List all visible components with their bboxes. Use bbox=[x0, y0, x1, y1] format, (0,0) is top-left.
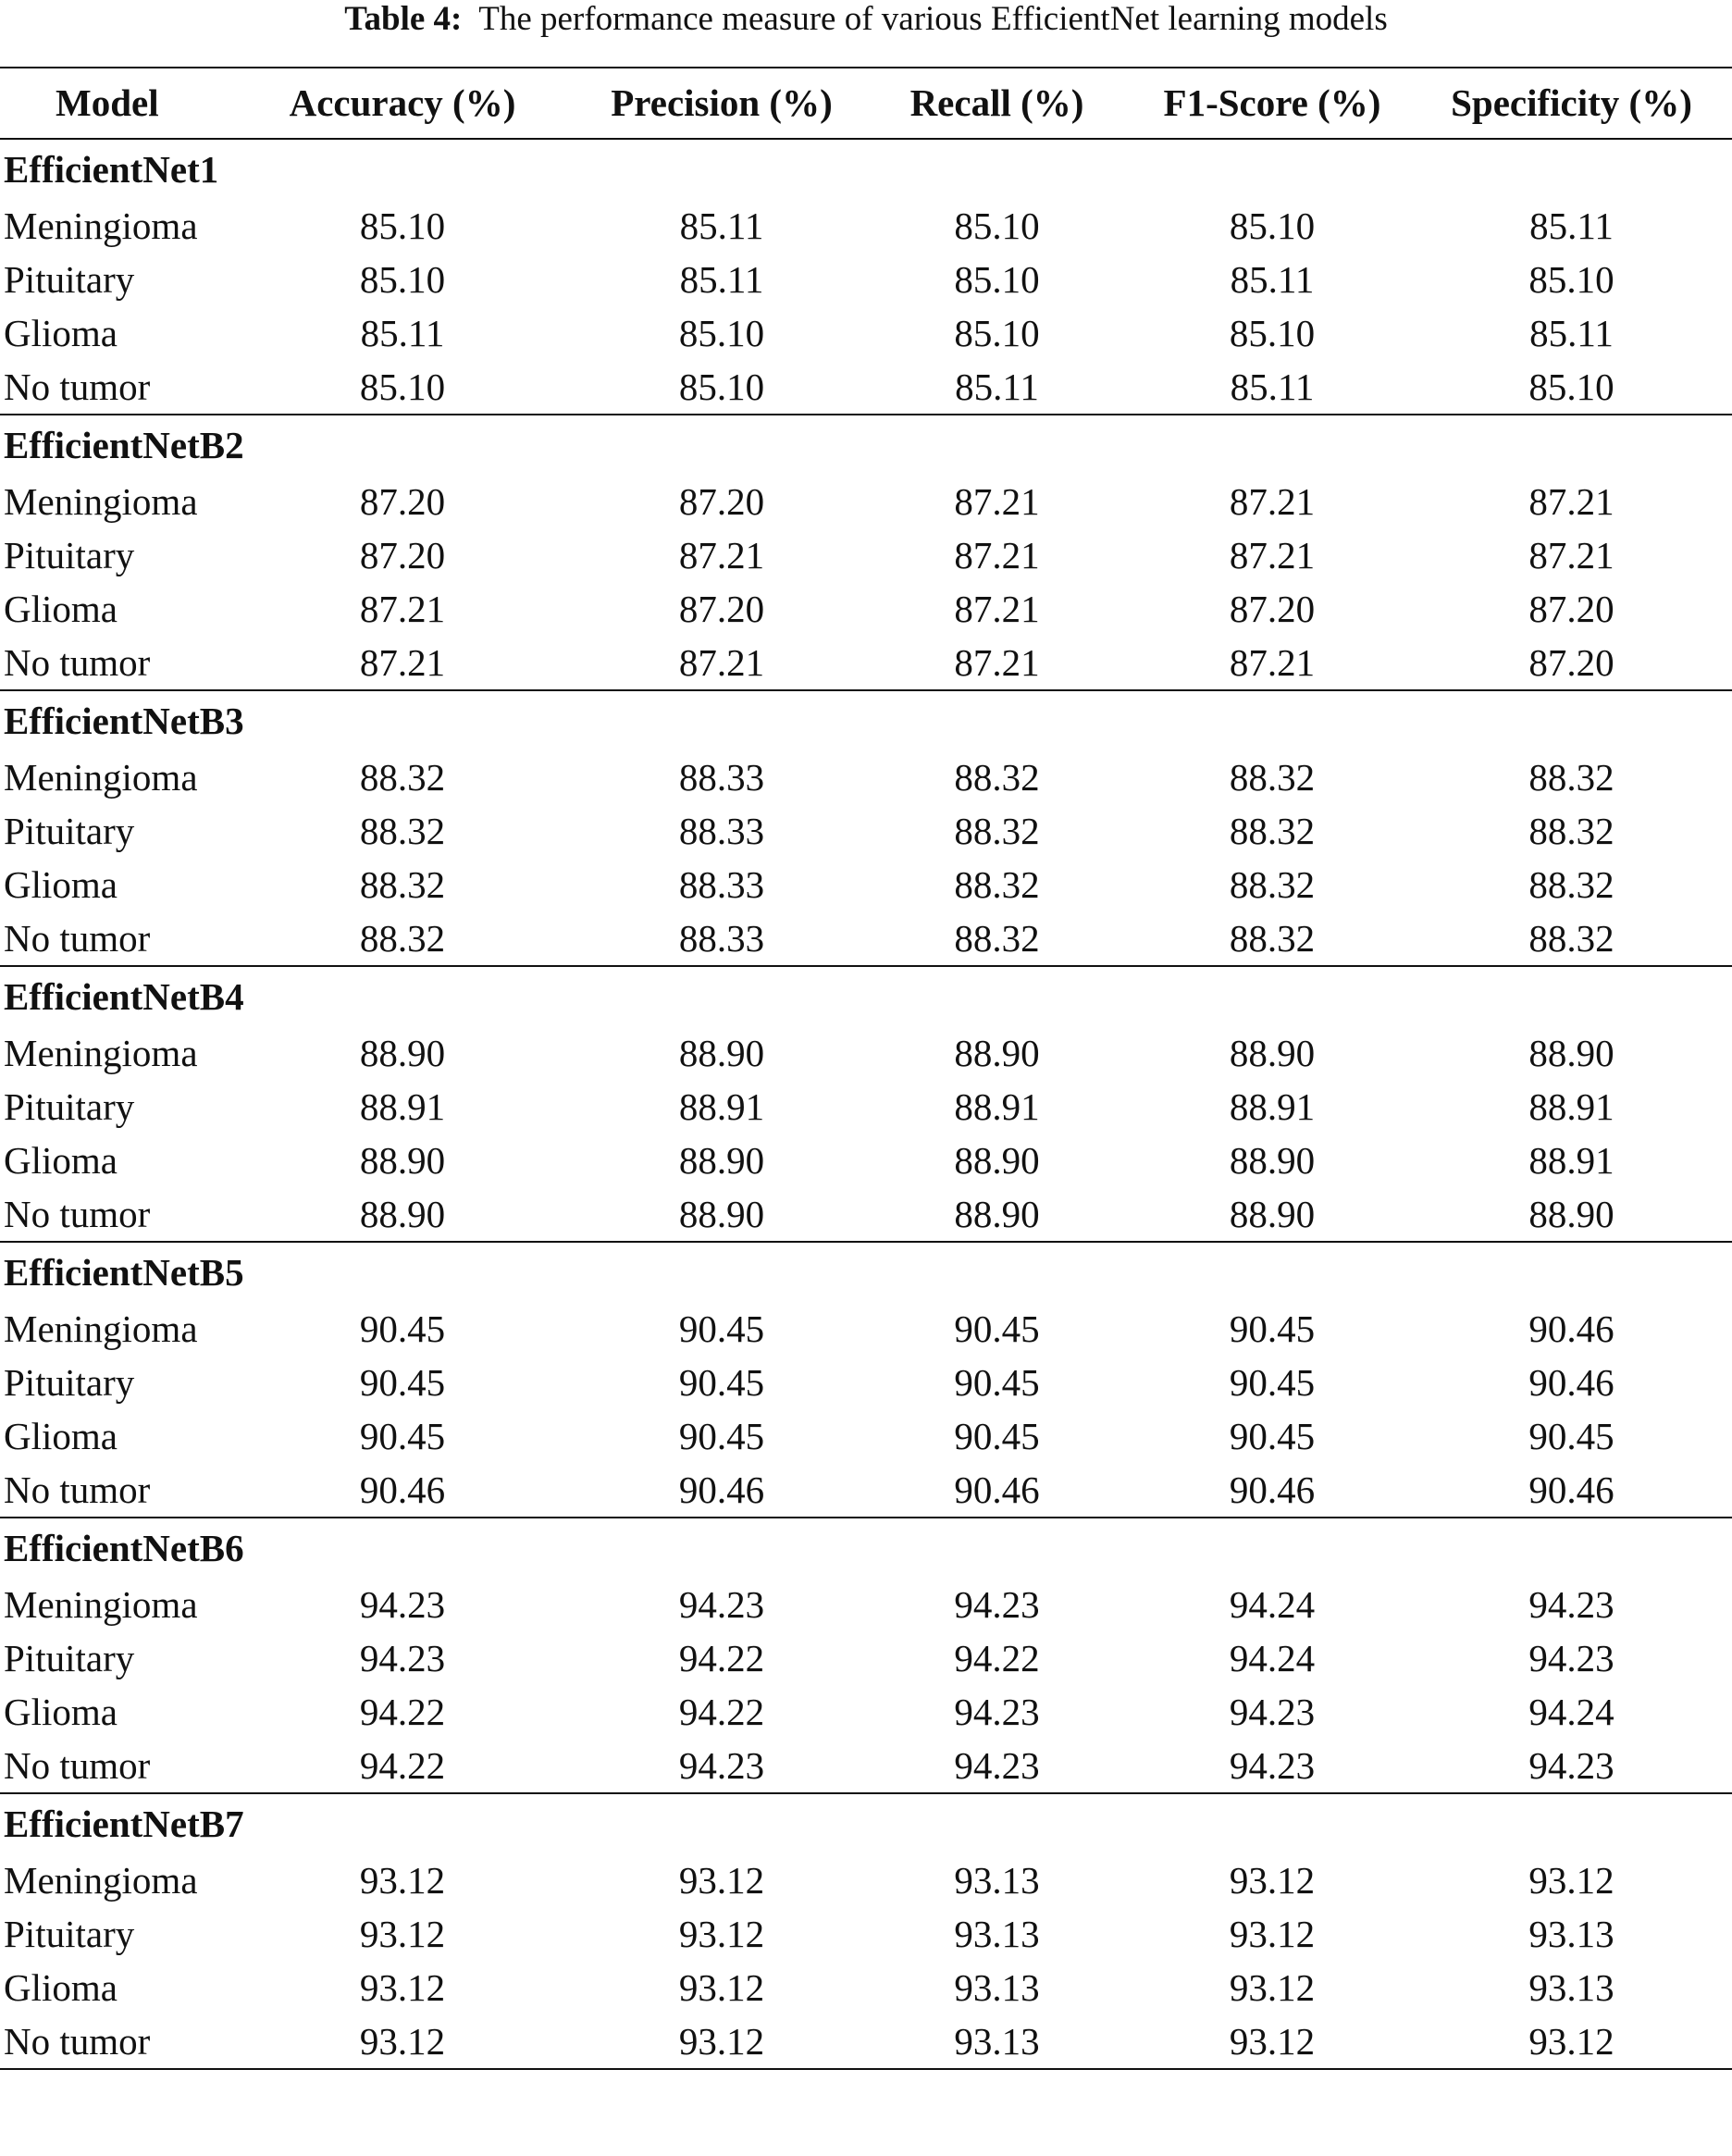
metric-value-cell: 93.12 bbox=[1229, 1966, 1316, 2009]
table-caption bbox=[0, 0, 1732, 39]
metric-value-cell: 88.90 bbox=[1229, 1032, 1316, 1074]
metric-value-cell: 85.11 bbox=[679, 204, 764, 247]
table-row bbox=[0, 360, 1732, 415]
table-row bbox=[0, 1026, 1732, 1080]
metric-value-cell: 85.10 bbox=[954, 312, 1040, 354]
model-name: EfficientNetB5 bbox=[4, 1251, 244, 1294]
class-name-cell: Pituitary bbox=[4, 1361, 135, 1404]
metric-value-cell: 90.45 bbox=[359, 1361, 446, 1404]
metric-value-cell: 88.90 bbox=[954, 1032, 1040, 1074]
model-name: EfficientNetB6 bbox=[4, 1527, 244, 1569]
metric-value-cell: 93.12 bbox=[359, 1966, 446, 2009]
metric-value-cell: 93.12 bbox=[1528, 1859, 1614, 1902]
metric-value-cell: 85.10 bbox=[1528, 366, 1614, 408]
table-row bbox=[0, 1961, 1732, 2014]
table-row bbox=[0, 1631, 1732, 1685]
model-group bbox=[0, 415, 1732, 690]
metric-value-cell: 85.10 bbox=[678, 312, 765, 354]
metric-value-cell: 93.12 bbox=[1229, 1859, 1316, 1902]
metric-value-cell: 90.45 bbox=[954, 1361, 1040, 1404]
metric-value-cell: 87.20 bbox=[1528, 588, 1614, 630]
metric-value-cell: 93.12 bbox=[678, 1913, 765, 1955]
table-header bbox=[0, 68, 1732, 139]
metric-value-cell: 88.90 bbox=[359, 1032, 446, 1074]
class-name-cell: No tumor bbox=[4, 1193, 151, 1235]
metric-value-cell: 88.33 bbox=[678, 863, 765, 906]
metric-value-cell: 85.11 bbox=[1529, 204, 1614, 247]
model-group bbox=[0, 1518, 1732, 1793]
metric-value-cell: 93.13 bbox=[1528, 1913, 1614, 1955]
table-row bbox=[0, 1463, 1732, 1518]
class-name-cell: Pituitary bbox=[4, 1085, 135, 1128]
metric-value-cell: 90.46 bbox=[1528, 1361, 1614, 1404]
metric-value-cell: 90.45 bbox=[954, 1307, 1040, 1350]
metric-value-cell: 87.20 bbox=[678, 480, 765, 523]
metric-value-cell: 88.33 bbox=[678, 756, 765, 799]
table-row bbox=[0, 2014, 1732, 2069]
metric-value-cell: 94.23 bbox=[1528, 1637, 1614, 1679]
model-name: EfficientNetB3 bbox=[4, 700, 244, 742]
metric-value-cell: 93.12 bbox=[1528, 2020, 1614, 2063]
metric-value-cell: 94.23 bbox=[678, 1744, 765, 1787]
metric-value-cell: 94.23 bbox=[954, 1744, 1040, 1787]
metric-value-cell: 93.12 bbox=[1229, 2020, 1316, 2063]
metric-value-cell: 88.33 bbox=[678, 810, 765, 852]
table-row bbox=[0, 1187, 1732, 1242]
model-group bbox=[0, 139, 1732, 415]
metric-value-cell: 85.10 bbox=[1229, 204, 1316, 247]
table-row bbox=[0, 804, 1732, 858]
metric-value-cell: 87.21 bbox=[954, 480, 1040, 523]
metric-value-cell: 88.32 bbox=[359, 810, 446, 852]
class-name-cell: Glioma bbox=[4, 1139, 118, 1182]
metric-value-cell: 90.45 bbox=[359, 1415, 446, 1457]
class-name-cell: Meningioma bbox=[4, 1583, 198, 1626]
metric-value-cell: 90.46 bbox=[678, 1468, 765, 1511]
metric-value-cell: 90.46 bbox=[359, 1468, 446, 1511]
model-row bbox=[0, 690, 1732, 750]
metric-value-cell: 93.12 bbox=[678, 2020, 765, 2063]
model-row bbox=[0, 1793, 1732, 1853]
metric-value-cell: 88.90 bbox=[1229, 1139, 1316, 1182]
class-name-cell: Pituitary bbox=[4, 1913, 135, 1955]
metric-value-cell: 93.13 bbox=[954, 1913, 1040, 1955]
header-accuracy: Accuracy (%) bbox=[222, 68, 583, 139]
metric-value-cell: 90.46 bbox=[954, 1468, 1040, 1511]
metric-value-cell: 94.24 bbox=[1229, 1637, 1316, 1679]
metric-value-cell: 87.20 bbox=[1229, 588, 1316, 630]
table-row bbox=[0, 253, 1732, 306]
metric-value-cell: 94.23 bbox=[359, 1637, 446, 1679]
metric-value-cell: 85.10 bbox=[954, 258, 1040, 301]
model-row bbox=[0, 966, 1732, 1026]
metric-value-cell: 88.90 bbox=[954, 1139, 1040, 1182]
metric-value-cell: 85.10 bbox=[359, 204, 446, 247]
metric-value-cell: 85.11 bbox=[1529, 312, 1614, 354]
class-name-cell: No tumor bbox=[4, 641, 151, 684]
class-name-cell: Pituitary bbox=[4, 534, 135, 576]
table-row bbox=[0, 1578, 1732, 1631]
metric-value-cell: 87.21 bbox=[954, 534, 1040, 576]
metric-value-cell: 94.24 bbox=[1528, 1691, 1614, 1733]
metric-value-cell: 90.45 bbox=[678, 1415, 765, 1457]
metric-value-cell: 88.91 bbox=[359, 1085, 446, 1128]
class-name-cell: Meningioma bbox=[4, 1307, 198, 1350]
metric-value-cell: 94.22 bbox=[954, 1637, 1040, 1679]
metric-value-cell: 90.45 bbox=[1229, 1361, 1316, 1404]
metric-value-cell: 94.23 bbox=[359, 1583, 446, 1626]
metric-value-cell: 90.45 bbox=[1229, 1307, 1316, 1350]
metric-value-cell: 87.20 bbox=[359, 534, 446, 576]
class-name-cell: Pituitary bbox=[4, 810, 135, 852]
class-name-cell: Meningioma bbox=[4, 1032, 198, 1074]
metric-value-cell: 88.32 bbox=[1528, 863, 1614, 906]
metric-value-cell: 88.90 bbox=[678, 1139, 765, 1182]
metric-value-cell: 90.45 bbox=[678, 1361, 765, 1404]
metric-value-cell: 87.20 bbox=[359, 480, 446, 523]
metric-value-cell: 88.32 bbox=[1229, 810, 1316, 852]
metric-value-cell: 88.91 bbox=[678, 1085, 765, 1128]
class-name-cell: No tumor bbox=[4, 917, 151, 960]
metric-value-cell: 90.45 bbox=[1528, 1415, 1614, 1457]
metric-value-cell: 87.21 bbox=[954, 588, 1040, 630]
metric-value-cell: 85.10 bbox=[954, 204, 1040, 247]
metric-value-cell: 87.21 bbox=[678, 534, 765, 576]
metric-value-cell: 88.90 bbox=[1528, 1193, 1614, 1235]
metric-value-cell: 94.23 bbox=[1528, 1583, 1614, 1626]
metric-value-cell: 93.13 bbox=[954, 2020, 1040, 2063]
metric-value-cell: 88.32 bbox=[954, 810, 1040, 852]
metric-value-cell: 93.12 bbox=[1229, 1913, 1316, 1955]
metric-value-cell: 94.23 bbox=[954, 1583, 1040, 1626]
table-row bbox=[0, 582, 1732, 636]
metric-value-cell: 85.10 bbox=[359, 366, 446, 408]
metric-value-cell: 87.21 bbox=[359, 641, 446, 684]
class-name-cell: Glioma bbox=[4, 588, 118, 630]
header-model: Model bbox=[0, 68, 222, 139]
table-row bbox=[0, 1134, 1732, 1187]
table-row bbox=[0, 1356, 1732, 1409]
metric-value-cell: 85.10 bbox=[1229, 312, 1316, 354]
metric-value-cell: 93.12 bbox=[678, 1966, 765, 2009]
model-group bbox=[0, 966, 1732, 1242]
metric-value-cell: 88.90 bbox=[954, 1193, 1040, 1235]
class-name-cell: Glioma bbox=[4, 1415, 118, 1457]
class-name-cell: No tumor bbox=[4, 2020, 151, 2063]
metric-value-cell: 85.11 bbox=[1230, 258, 1315, 301]
metric-value-cell: 94.22 bbox=[359, 1744, 446, 1787]
table-row bbox=[0, 528, 1732, 582]
class-name-cell: Meningioma bbox=[4, 480, 198, 523]
metric-value-cell: 88.91 bbox=[954, 1085, 1040, 1128]
metric-value-cell: 88.32 bbox=[1528, 810, 1614, 852]
model-name: EfficientNet1 bbox=[4, 148, 219, 191]
metric-value-cell: 87.21 bbox=[359, 588, 446, 630]
table-row bbox=[0, 1685, 1732, 1739]
table-row bbox=[0, 1409, 1732, 1463]
model-name: EfficientNetB2 bbox=[4, 424, 244, 466]
table-row bbox=[0, 1853, 1732, 1907]
metric-value-cell: 87.21 bbox=[678, 641, 765, 684]
header-recall: Recall (%) bbox=[860, 68, 1133, 139]
metric-value-cell: 94.23 bbox=[1229, 1691, 1316, 1733]
metric-value-cell: 93.12 bbox=[359, 2020, 446, 2063]
metric-value-cell: 88.32 bbox=[954, 756, 1040, 799]
metric-value-cell: 88.32 bbox=[359, 917, 446, 960]
metric-value-cell: 87.21 bbox=[954, 641, 1040, 684]
model-row bbox=[0, 139, 1732, 199]
metric-value-cell: 94.23 bbox=[1229, 1744, 1316, 1787]
metric-value-cell: 88.32 bbox=[1229, 863, 1316, 906]
table-row bbox=[0, 306, 1732, 360]
metric-value-cell: 88.91 bbox=[1528, 1139, 1614, 1182]
class-name-cell: Meningioma bbox=[4, 756, 198, 799]
table-row bbox=[0, 199, 1732, 253]
table-row bbox=[0, 1302, 1732, 1356]
header-row bbox=[0, 68, 1732, 139]
metric-value-cell: 94.24 bbox=[1229, 1583, 1316, 1626]
metric-value-cell: 90.45 bbox=[1229, 1415, 1316, 1457]
model-row bbox=[0, 1518, 1732, 1578]
metric-value-cell: 85.10 bbox=[678, 366, 765, 408]
table-row bbox=[0, 1739, 1732, 1793]
model-name: EfficientNetB4 bbox=[4, 975, 244, 1018]
metric-value-cell: 85.10 bbox=[359, 258, 446, 301]
class-name-cell: No tumor bbox=[4, 366, 151, 408]
metric-value-cell: 85.11 bbox=[360, 312, 445, 354]
model-group bbox=[0, 1242, 1732, 1518]
class-name-cell: Glioma bbox=[4, 312, 118, 354]
metric-value-cell: 93.13 bbox=[1528, 1966, 1614, 2009]
model-group bbox=[0, 1793, 1732, 2069]
header-precision: Precision (%) bbox=[583, 68, 860, 139]
metric-value-cell: 94.23 bbox=[678, 1583, 765, 1626]
table-row bbox=[0, 1907, 1732, 1961]
caption-text: The performance measure of various EfficientNet learning models bbox=[478, 0, 1388, 38]
metric-value-cell: 88.32 bbox=[954, 863, 1040, 906]
header-specificity: Specificity (%) bbox=[1411, 68, 1732, 139]
class-name-cell: Meningioma bbox=[4, 1859, 198, 1902]
metric-value-cell: 88.33 bbox=[678, 917, 765, 960]
metric-value-cell: 88.32 bbox=[359, 756, 446, 799]
metric-value-cell: 85.11 bbox=[955, 366, 1039, 408]
metric-value-cell: 85.11 bbox=[679, 258, 764, 301]
metric-value-cell: 93.13 bbox=[954, 1859, 1040, 1902]
table-row bbox=[0, 1080, 1732, 1134]
table-row bbox=[0, 858, 1732, 911]
metric-value-cell: 85.11 bbox=[1230, 366, 1315, 408]
performance-table bbox=[0, 67, 1732, 2070]
table-row bbox=[0, 750, 1732, 804]
metric-value-cell: 90.45 bbox=[678, 1307, 765, 1350]
metric-value-cell: 90.46 bbox=[1528, 1307, 1614, 1350]
model-row bbox=[0, 415, 1732, 475]
metric-value-cell: 90.45 bbox=[359, 1307, 446, 1350]
metric-value-cell: 87.21 bbox=[1229, 480, 1316, 523]
metric-value-cell: 93.12 bbox=[359, 1913, 446, 1955]
metric-value-cell: 90.46 bbox=[1528, 1468, 1614, 1511]
model-row bbox=[0, 1242, 1732, 1302]
metric-value-cell: 90.46 bbox=[1229, 1468, 1316, 1511]
model-name: EfficientNetB7 bbox=[4, 1803, 244, 1845]
metric-value-cell: 85.10 bbox=[1528, 258, 1614, 301]
metric-value-cell: 88.32 bbox=[1528, 756, 1614, 799]
class-name-cell: No tumor bbox=[4, 1744, 151, 1787]
metric-value-cell: 87.21 bbox=[1528, 480, 1614, 523]
metric-value-cell: 88.32 bbox=[1528, 917, 1614, 960]
metric-value-cell: 94.22 bbox=[359, 1691, 446, 1733]
metric-value-cell: 87.21 bbox=[1229, 641, 1316, 684]
table-row bbox=[0, 911, 1732, 966]
metric-value-cell: 88.32 bbox=[954, 917, 1040, 960]
header-f1-score: F1-Score (%) bbox=[1133, 68, 1411, 139]
metric-value-cell: 87.20 bbox=[1528, 641, 1614, 684]
metric-value-cell: 94.23 bbox=[1528, 1744, 1614, 1787]
metric-value-cell: 88.91 bbox=[1528, 1085, 1614, 1128]
model-group bbox=[0, 690, 1732, 966]
metric-value-cell: 88.32 bbox=[1229, 917, 1316, 960]
metric-value-cell: 88.32 bbox=[359, 863, 446, 906]
table-row bbox=[0, 636, 1732, 690]
metric-value-cell: 88.32 bbox=[1229, 756, 1316, 799]
class-name-cell: Glioma bbox=[4, 863, 118, 906]
class-name-cell: Glioma bbox=[4, 1966, 118, 2009]
class-name-cell: Pituitary bbox=[4, 1637, 135, 1679]
class-name-cell: Glioma bbox=[4, 1691, 118, 1733]
metric-value-cell: 88.90 bbox=[1229, 1193, 1316, 1235]
caption-label: Table 4: bbox=[344, 0, 463, 38]
class-name-cell: Pituitary bbox=[4, 258, 135, 301]
metric-value-cell: 94.22 bbox=[678, 1637, 765, 1679]
class-name-cell: No tumor bbox=[4, 1468, 151, 1511]
metric-value-cell: 88.90 bbox=[1528, 1032, 1614, 1074]
metric-value-cell: 93.12 bbox=[678, 1859, 765, 1902]
metric-value-cell: 90.45 bbox=[954, 1415, 1040, 1457]
metric-value-cell: 93.13 bbox=[954, 1966, 1040, 2009]
metric-value-cell: 94.23 bbox=[954, 1691, 1040, 1733]
metric-value-cell: 87.20 bbox=[678, 588, 765, 630]
metric-value-cell: 88.90 bbox=[678, 1193, 765, 1235]
metric-value-cell: 88.90 bbox=[678, 1032, 765, 1074]
class-name-cell: Meningioma bbox=[4, 204, 198, 247]
metric-value-cell: 87.21 bbox=[1528, 534, 1614, 576]
metric-value-cell: 88.90 bbox=[359, 1193, 446, 1235]
metric-value-cell: 88.90 bbox=[359, 1139, 446, 1182]
metric-value-cell: 87.21 bbox=[1229, 534, 1316, 576]
metric-value-cell: 93.12 bbox=[359, 1859, 446, 1902]
metric-value-cell: 88.91 bbox=[1229, 1085, 1316, 1128]
table-row bbox=[0, 475, 1732, 528]
metric-value-cell: 94.22 bbox=[678, 1691, 765, 1733]
